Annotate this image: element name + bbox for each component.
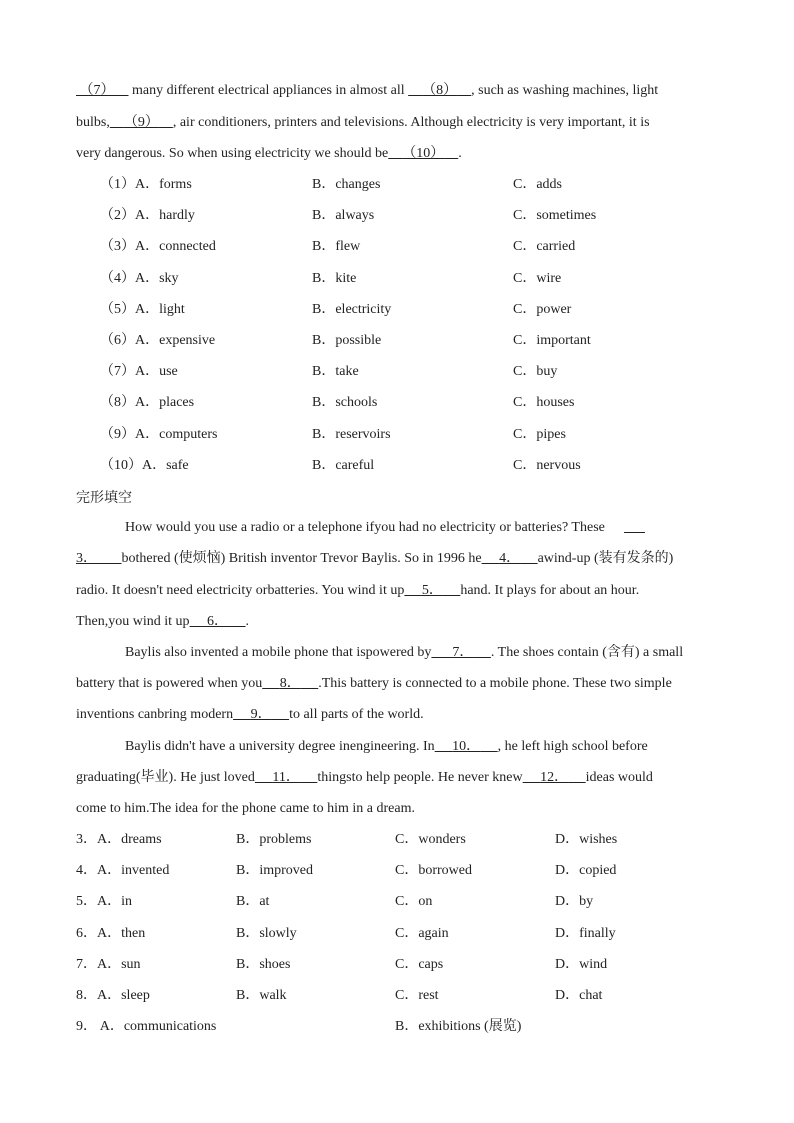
question-number: 3． [76, 832, 97, 847]
question2-5-option-d: D．by [555, 894, 594, 909]
question-number: （1） [100, 177, 135, 192]
question-3-option-c: C．carried [513, 239, 576, 254]
passage2-line-6: battery that is powered when you 8． .This battery is connected to a mobile phone. These two simple [76, 676, 672, 691]
passage2-line-9: graduating(毕业). He just loved 11． thingsto help people. He never knew 12． ideas would [76, 770, 653, 785]
question-8-option-a: （8）A．places [100, 395, 195, 410]
blank-q8: 8． [279, 676, 301, 691]
question-3-option-a: （3）A．connected [100, 239, 216, 254]
question-4-option-b: B．kite [312, 271, 357, 286]
passage1-line-2: bulbs, （9） , air conditioners, printers and televisions. Although electricity is very important, it is [76, 115, 650, 130]
question-2-option-b: B．always [312, 208, 375, 223]
question2-7-option-d: D．wind [555, 957, 608, 972]
blank-q3: 3． [76, 551, 97, 566]
passage2-line-7: inventions canbring modern 9． to all parts of the world. [76, 707, 424, 722]
question-5-option-b: B．electricity [312, 302, 392, 317]
blank-9: （9） [123, 115, 159, 130]
question-number: 6． [76, 926, 97, 941]
question-number: （5） [100, 302, 135, 317]
passage2-line-8: Baylis didn't have a university degree inengineering. In 10． , he left high school before [125, 739, 648, 754]
question-1-option-c: C．adds [513, 177, 562, 192]
question-1-option-a: （1）A．forms [100, 177, 192, 192]
question2-8-option-d: D．chat [555, 988, 603, 1003]
passage2-line-2: 3． bothered (使烦恼) British inventor Trevor Baylis. So in 1996 he 4． awind-up (装有发条的) [76, 551, 674, 566]
question2-3-option-b: B．problems [236, 832, 312, 847]
question-number: （9） [100, 427, 135, 442]
question-1-option-b: B．changes [312, 177, 381, 192]
passage1-line-1: （7） many different electrical appliances in almost all （8） , such as washing machines, light [76, 82, 658, 100]
question-4-option-c: C．wire [513, 271, 562, 286]
question2-8-option-b: B．walk [236, 988, 287, 1003]
section-title: 完形填空 [76, 490, 132, 506]
question-number: 5． [76, 894, 97, 909]
question2-5-option-c: C．on [395, 894, 433, 909]
question-number: 7． [76, 957, 97, 972]
question2-4-option-a: 4．A．invented [76, 863, 170, 878]
blank-q11: 11． [272, 770, 300, 785]
question-3-option-b: B．flew [312, 239, 361, 254]
question2-8-option-c: C．rest [395, 988, 439, 1003]
question2-7-option-a: 7．A．sun [76, 957, 141, 972]
question2-6-option-d: D．finally [555, 926, 616, 941]
question-2-option-c: C．sometimes [513, 208, 597, 223]
question2-3-option-d: D．wishes [555, 832, 618, 847]
question-number: （7） [100, 364, 135, 379]
question2-3-option-c: C．wonders [395, 832, 466, 847]
question-9: 9． A．communications [76, 1019, 217, 1034]
blank-q7: 7． [452, 645, 474, 660]
question-number: （10） [100, 458, 142, 473]
question-number: （8） [100, 395, 135, 410]
question-10-option-b: B．careful [312, 458, 375, 473]
question-2-option-a: （2）A．hardly [100, 208, 195, 223]
blank-q6: 6． [207, 614, 229, 629]
question2-8-option-a: 8．A．sleep [76, 988, 150, 1003]
blank-q9: 9． [250, 707, 272, 722]
question-7-option-b: B．take [312, 364, 359, 379]
question-8-option-b: B．schools [312, 395, 378, 410]
question-9-option-b: B．exhibitions (展览) [395, 1019, 522, 1034]
question-10-option-a: （10）A．safe [100, 458, 189, 473]
question2-4-option-b: B．improved [236, 863, 313, 878]
passage2-line-10: come to him.The idea for the phone came to him in a dream. [76, 801, 415, 816]
question-7-option-a: （7）A．use [100, 364, 178, 379]
passage2-line-4: Then,you wind it up 6． . [76, 614, 250, 629]
question-number: （3） [100, 239, 135, 254]
blank-q5: 5． [421, 583, 443, 598]
passage2-line-1: How would you use a radio or a telephone ifyou had no electricity or batteries? These [125, 520, 605, 535]
question-5-option-c: C．power [513, 302, 572, 317]
question2-7-option-b: B．shoes [236, 957, 291, 972]
question-9-option-b: B．reservoirs [312, 427, 391, 442]
blank-q12: 12． [540, 770, 569, 785]
question2-7-option-c: C．caps [395, 957, 444, 972]
question-7-option-c: C．buy [513, 364, 558, 379]
question2-4-option-d: D．copied [555, 863, 617, 878]
question-8-option-c: C．houses [513, 395, 575, 410]
question-number: 4． [76, 863, 97, 878]
question-number: （6） [100, 333, 135, 348]
question-9-option-c: C．pipes [513, 427, 566, 442]
question2-5-option-b: B．at [236, 894, 270, 909]
blank-q4: 4． [499, 551, 521, 566]
blank-q10: 10． [452, 739, 481, 754]
question-6-option-b: B．possible [312, 333, 382, 348]
question-10-option-c: C．nervous [513, 458, 581, 473]
question-5-option-a: （5）A．light [100, 302, 185, 317]
question2-3-option-a: 3．A．dreams [76, 832, 162, 847]
question-9-option-a: （9）A．computers [100, 427, 218, 442]
blank-10: （10） [402, 146, 445, 161]
question-6-option-c: C．important [513, 333, 591, 348]
question2-6-option-c: C．again [395, 926, 449, 941]
passage1-line-3: very dangerous. So when using electricity we should be （10） . [76, 146, 462, 161]
blank-8: （8） [422, 83, 458, 98]
question2-5-option-a: 5．A．in [76, 894, 132, 909]
question-6-option-a: （6）A．expensive [100, 333, 216, 348]
question2-6-option-b: B．slowly [236, 926, 297, 941]
blank-trail [624, 519, 645, 537]
question2-4-option-c: C．borrowed [395, 863, 472, 878]
blank-7: （7） [79, 83, 115, 98]
question-number: （4） [100, 271, 135, 286]
passage2-line-3: radio. It doesn't need electricity orbatteries. You wind it up 5． hand. It plays for about an hour. [76, 583, 640, 598]
question-number: 8． [76, 988, 97, 1003]
question-number: （2） [100, 208, 135, 223]
question2-6-option-a: 6．A．then [76, 926, 146, 941]
passage2-line-5: Baylis also invented a mobile phone that ispowered by 7． . The shoes contain (含有) a small [125, 645, 684, 660]
question-4-option-a: （4）A．sky [100, 271, 179, 286]
